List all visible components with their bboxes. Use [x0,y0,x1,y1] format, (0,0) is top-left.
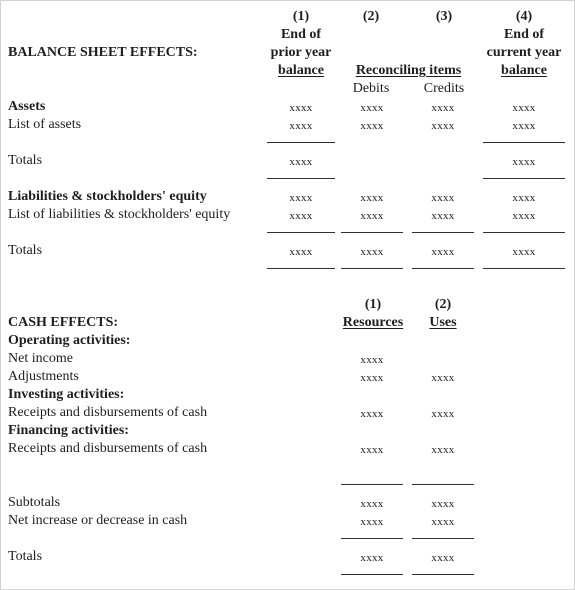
adjustments-label: Adjustments [8,369,79,384]
list-assets-col2-value: xxxx [360,120,384,132]
col1-heading-line2: prior year [270,45,332,60]
reconciling-items-heading: Reconciling items [355,63,462,78]
assets-totals-col1-rule [267,178,335,179]
investing-receipts-label: Receipts and disbursements of cash [8,405,208,420]
assets-col3-value: xxxx [431,102,455,114]
col4-heading-balance: balance [501,63,547,78]
col4-number: (4) [515,9,533,24]
net-increase-resources-value: xxxx [360,516,384,528]
resources-number: (1) [364,297,382,312]
subtotals-uses-value: xxxx [431,498,455,510]
net-income-resources-value: xxxx [360,354,384,366]
liabilities-totals-col4-value: xxxx [512,246,536,258]
cash-totals-resources-value: xxxx [360,552,384,564]
cash-totals-uses-rule [412,574,474,575]
liabilities-col4-rule [483,232,565,233]
cash-resources-rule [341,484,403,485]
liabilities-label: Liabilities & stockholders' equity [8,189,207,204]
cash-totals-resources-rule [341,574,403,575]
assets-totals-col1-value: xxxx [289,156,313,168]
list-assets-col3-value: xxxx [431,120,455,132]
col4-heading-line1: End of [503,27,545,42]
net-increase-label: Net increase or decrease in cash [8,513,188,528]
investing-activities-label: Investing activities: [8,387,125,402]
financing-receipts-label: Receipts and disbursements of cash [8,441,208,456]
credits-label: Credits [423,81,465,96]
adjustments-uses-value: xxxx [431,372,455,384]
liabilities-totals-col1-value: xxxx [289,246,313,258]
cash-effects-title: CASH EFFECTS: [8,315,119,330]
list-assets-col4-value: xxxx [512,120,536,132]
col2-number: (2) [362,9,380,24]
col1-number: (1) [292,9,310,24]
liabilities-col2-rule [341,232,403,233]
list-of-liabilities-label: List of liabilities & stockholders' equity [8,207,231,222]
list-liabilities-col4-value: xxxx [512,210,536,222]
col4-heading-line2: current year [486,45,562,60]
list-liabilities-col3-value: xxxx [431,210,455,222]
liabilities-totals-col1-rule [267,268,335,269]
liabilities-col2-value: xxxx [360,192,384,204]
liabilities-col1-value: xxxx [289,192,313,204]
assets-col1-value: xxxx [289,102,313,114]
subtotals-label: Subtotals [8,495,61,510]
financing-resources-value: xxxx [360,444,384,456]
liabilities-totals-col4-rule [483,268,565,269]
liabilities-totals-col3-value: xxxx [431,246,455,258]
col3-number: (3) [435,9,453,24]
operating-activities-label: Operating activities: [8,333,131,348]
liabilities-col3-rule [412,232,474,233]
cash-uses-rule [412,484,474,485]
balance-sheet-title: BALANCE SHEET EFFECTS: [8,45,198,60]
liabilities-totals-col2-value: xxxx [360,246,384,258]
assets-label: Assets [8,99,46,114]
list-of-assets-label: List of assets [8,117,82,132]
resources-heading: Resources [342,315,404,330]
investing-uses-value: xxxx [431,408,455,420]
list-liabilities-col1-value: xxxx [289,210,313,222]
liabilities-col3-value: xxxx [431,192,455,204]
assets-totals-col4-value: xxxx [512,156,536,168]
cash-totals-uses-value: xxxx [431,552,455,564]
assets-totals-col4-rule [483,178,565,179]
net-increase-uses-rule [412,538,474,539]
cash-totals-label: Totals [8,549,43,564]
investing-resources-value: xxxx [360,408,384,420]
subtotals-resources-value: xxxx [360,498,384,510]
financing-activities-label: Financing activities: [8,423,129,438]
assets-col4-rule [483,142,565,143]
liabilities-col1-rule [267,232,335,233]
net-increase-resources-rule [341,538,403,539]
net-increase-uses-value: xxxx [431,516,455,528]
uses-number: (2) [434,297,452,312]
uses-heading: Uses [429,315,457,330]
assets-col1-rule [267,142,335,143]
assets-totals-label: Totals [8,153,43,168]
financing-uses-value: xxxx [431,444,455,456]
debits-label: Debits [352,81,390,96]
liabilities-col4-value: xxxx [512,192,536,204]
list-liabilities-col2-value: xxxx [360,210,384,222]
net-income-label: Net income [8,351,73,366]
liabilities-totals-label: Totals [8,243,43,258]
liabilities-totals-col2-rule [341,268,403,269]
assets-col4-value: xxxx [512,102,536,114]
assets-col2-value: xxxx [360,102,384,114]
list-assets-col1-value: xxxx [289,120,313,132]
col1-heading-balance: balance [278,63,324,78]
adjustments-resources-value: xxxx [360,372,384,384]
liabilities-totals-col3-rule [412,268,474,269]
col1-heading-line1: End of [280,27,322,42]
